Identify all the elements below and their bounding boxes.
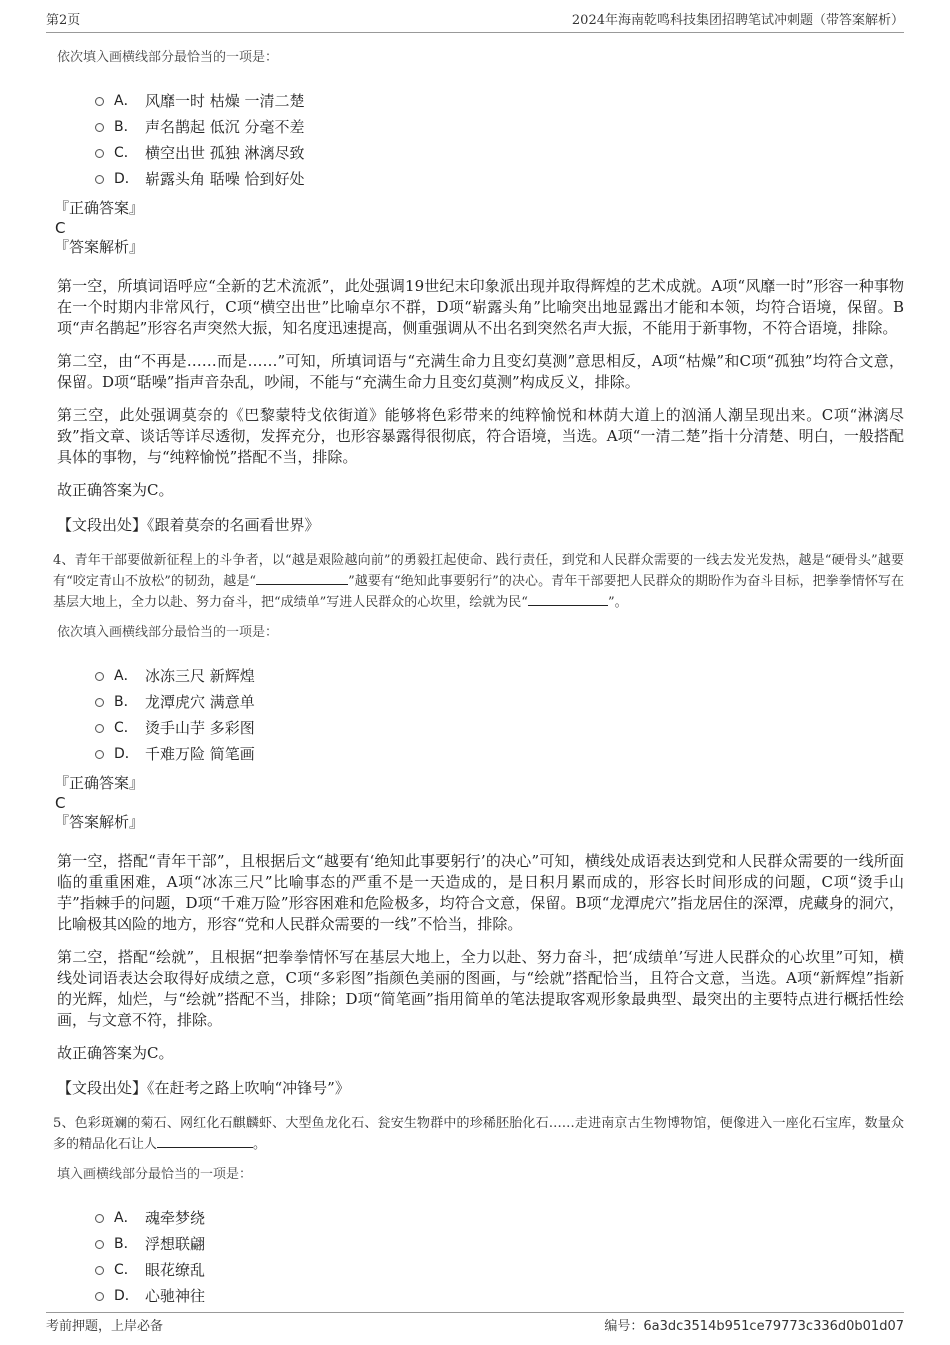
radio-icon[interactable] <box>95 149 104 158</box>
q4-conclusion: 故正确答案为C。 <box>57 1044 174 1062</box>
q5-option-c[interactable]: C． 眼花缭乱 <box>95 1257 904 1283</box>
q4-options <box>95 663 904 767</box>
radio-icon[interactable] <box>95 1240 104 1249</box>
radio-icon[interactable] <box>95 123 104 132</box>
q5-options <box>95 1205 904 1309</box>
q3-answer: C <box>55 219 66 237</box>
q5-instruction: 填入画横线部分最恰当的一项是： <box>57 1167 253 1182</box>
q3-option-c[interactable]: C． 横空出世 孤独 淋漓尽致 <box>95 140 904 166</box>
q5-option-d[interactable]: D． 心驰神往 <box>95 1283 904 1309</box>
radio-icon[interactable] <box>95 698 104 707</box>
q5-stem: 5、色彩斑斓的菊石、网红化石麒麟虾、大型鱼龙化石、瓮安生物群中的珍稀胚胎化石……走进南京古生物博物馆，便像进入一座化石宝库，数量众多的精品化石让人 。 <box>53 1116 904 1152</box>
q3-answer-label: 『正确答案』 <box>54 199 145 217</box>
radio-icon[interactable] <box>95 175 104 184</box>
footer-slogan: 考前押题，上岸必备 <box>46 1319 164 1334</box>
q4-analysis-label: 『答案解析』 <box>54 813 145 831</box>
radio-icon[interactable] <box>95 97 104 106</box>
blank-line <box>256 572 348 585</box>
q4-analysis-p1: 第一空，搭配“青年干部”，且根据后文“越要有‘绝知此事要躬行’的决心”可知，横线处成语表达到党和人民群众需要的一线所面临的重重困难，A项“冰冻三尺”比喻事态的严重不是一天造成的，是日积月累而成的，形容长时间形成的问题，C项“烫手山芋”指棘手的问题，D项“千难万险”形容困难和危险极多，均符合文意，保留。B项“龙潭虎穴”指龙居住的深潭，虎藏身的洞穴，比喻极其凶险的地方，形容“党和人民群众需要的一线”不恰当，排除。 <box>57 852 904 933</box>
page-header <box>46 12 904 33</box>
radio-icon[interactable] <box>95 724 104 733</box>
q4-answer-label: 『正确答案』 <box>54 774 145 792</box>
radio-icon[interactable] <box>95 1266 104 1275</box>
q3-analysis-label: 『答案解析』 <box>54 238 145 256</box>
radio-icon[interactable] <box>95 672 104 681</box>
q3-conclusion: 故正确答案为C。 <box>57 481 174 499</box>
document-code: 编号：6a3dc3514b951ce79773c336d0b01d07 <box>604 1319 904 1334</box>
main-content <box>53 40 904 1309</box>
q4-analysis-p2: 第二空，搭配“绘就”，且根据“把拳拳情怀写在基层大地上，全力以赴、努力奋斗，把‘成绩单’写进人民群众的心坎里”可知，横线处词语表达会取得好成绩之意，C项“多彩图”指颜色美丽的图画，与“绘就”搭配恰当，且符合文意，当选。A项“新辉煌”指新的光辉，灿烂，与“绘就”搭配不当，排除；D项“简笔画”指用简单的笔法提取客观形象最典型、最突出的主要特点进行概括性绘画，与文意不符，排除。 <box>57 948 904 1029</box>
page-footer <box>46 1312 904 1334</box>
q3-options <box>95 88 904 192</box>
q4-option-a[interactable]: A． 冰冻三尺 新辉煌 <box>95 663 904 689</box>
q4-source: 【文段出处】《在赶考之路上吹响“冲锋号”》 <box>57 1079 350 1097</box>
blank-line <box>528 593 608 606</box>
q3-source: 【文段出处】《跟着莫奈的名画看世界》 <box>57 516 320 534</box>
q3-option-a[interactable]: A． 风靡一时 枯燥 一清二楚 <box>95 88 904 114</box>
page-number: 第2页 <box>46 13 81 28</box>
q3-option-b[interactable]: B． 声名鹊起 低沉 分毫不差 <box>95 114 904 140</box>
document-title: 2024年海南乾鸣科技集团招聘笔试冲刺题（带答案解析） <box>571 13 904 28</box>
q4-instruction: 依次填入画横线部分最恰当的一项是： <box>57 625 279 640</box>
q3-analysis-p3: 第三空，此处强调莫奈的《巴黎蒙特戈依街道》能够将色彩带来的纯粹愉悦和林荫大道上的汹涌人潮呈现出来。C项“淋漓尽致”指文章、谈话等详尽透彻，发挥充分，也形容暴露得很彻底，符合语境，当选。A项“一清二楚”指十分清楚、明白，一般搭配具体的事物，与“纯粹愉悦”搭配不当，排除。 <box>57 406 904 466</box>
radio-icon[interactable] <box>95 1292 104 1301</box>
q4-option-c[interactable]: C． 烫手山芋 多彩图 <box>95 715 904 741</box>
q5-option-a[interactable]: A． 魂牵梦绕 <box>95 1205 904 1231</box>
q4-option-d[interactable]: D． 千难万险 简笔画 <box>95 741 904 767</box>
blank-line <box>157 1135 253 1148</box>
q4-stem: 4、青年干部要做新征程上的斗争者，以“越是艰险越向前”的勇毅扛起使命、践行责任，到党和人民群众需要的一线去发光发热，越是“硬骨头”越要有“咬定青山不放松”的韧劲，越是“ ”越要有“绝知此事要躬行”的决心。青年干部要把人民群众的期盼作为奋斗目标，把拳拳情怀写在基层大地上，全力以赴、努力奋斗，把“成绩单”写进人民群众的心坎里，绘就为民“ ”。 <box>53 553 904 610</box>
radio-icon[interactable] <box>95 1214 104 1223</box>
radio-icon[interactable] <box>95 750 104 759</box>
q3-analysis-p2: 第二空，由“不再是……而是……”可知，所填词语与“充满生命力且变幻莫测”意思相反，A项“枯燥”和C项“孤独”均符合文意，保留。D项“聒噪”指声音杂乱，吵闹，不能与“充满生命力且变幻莫测”构成反义，排除。 <box>57 352 904 391</box>
q3-analysis-p1: 第一空，所填词语呼应“全新的艺术流派”，此处强调19世纪末印象派出现并取得辉煌的艺术成就。A项“风靡一时”形容一种事物在一个时期内非常风行，C项“横空出世”比喻卓尔不群，D项“崭露头角”比喻突出地显露出才能和本领，均符合语境，保留。B项“声名鹊起”形容名声突然大振，知名度迅速提高，侧重强调从不出名到突然名声大振，不能用于新事物，不符合语境，排除。 <box>57 277 904 337</box>
q4-answer: C <box>55 794 66 812</box>
q3-option-d[interactable]: D． 崭露头角 聒噪 恰到好处 <box>95 166 904 192</box>
q3-instruction: 依次填入画横线部分最恰当的一项是： <box>57 50 279 65</box>
q4-option-b[interactable]: B． 龙潭虎穴 满意单 <box>95 689 904 715</box>
q5-option-b[interactable]: B． 浮想联翩 <box>95 1231 904 1257</box>
